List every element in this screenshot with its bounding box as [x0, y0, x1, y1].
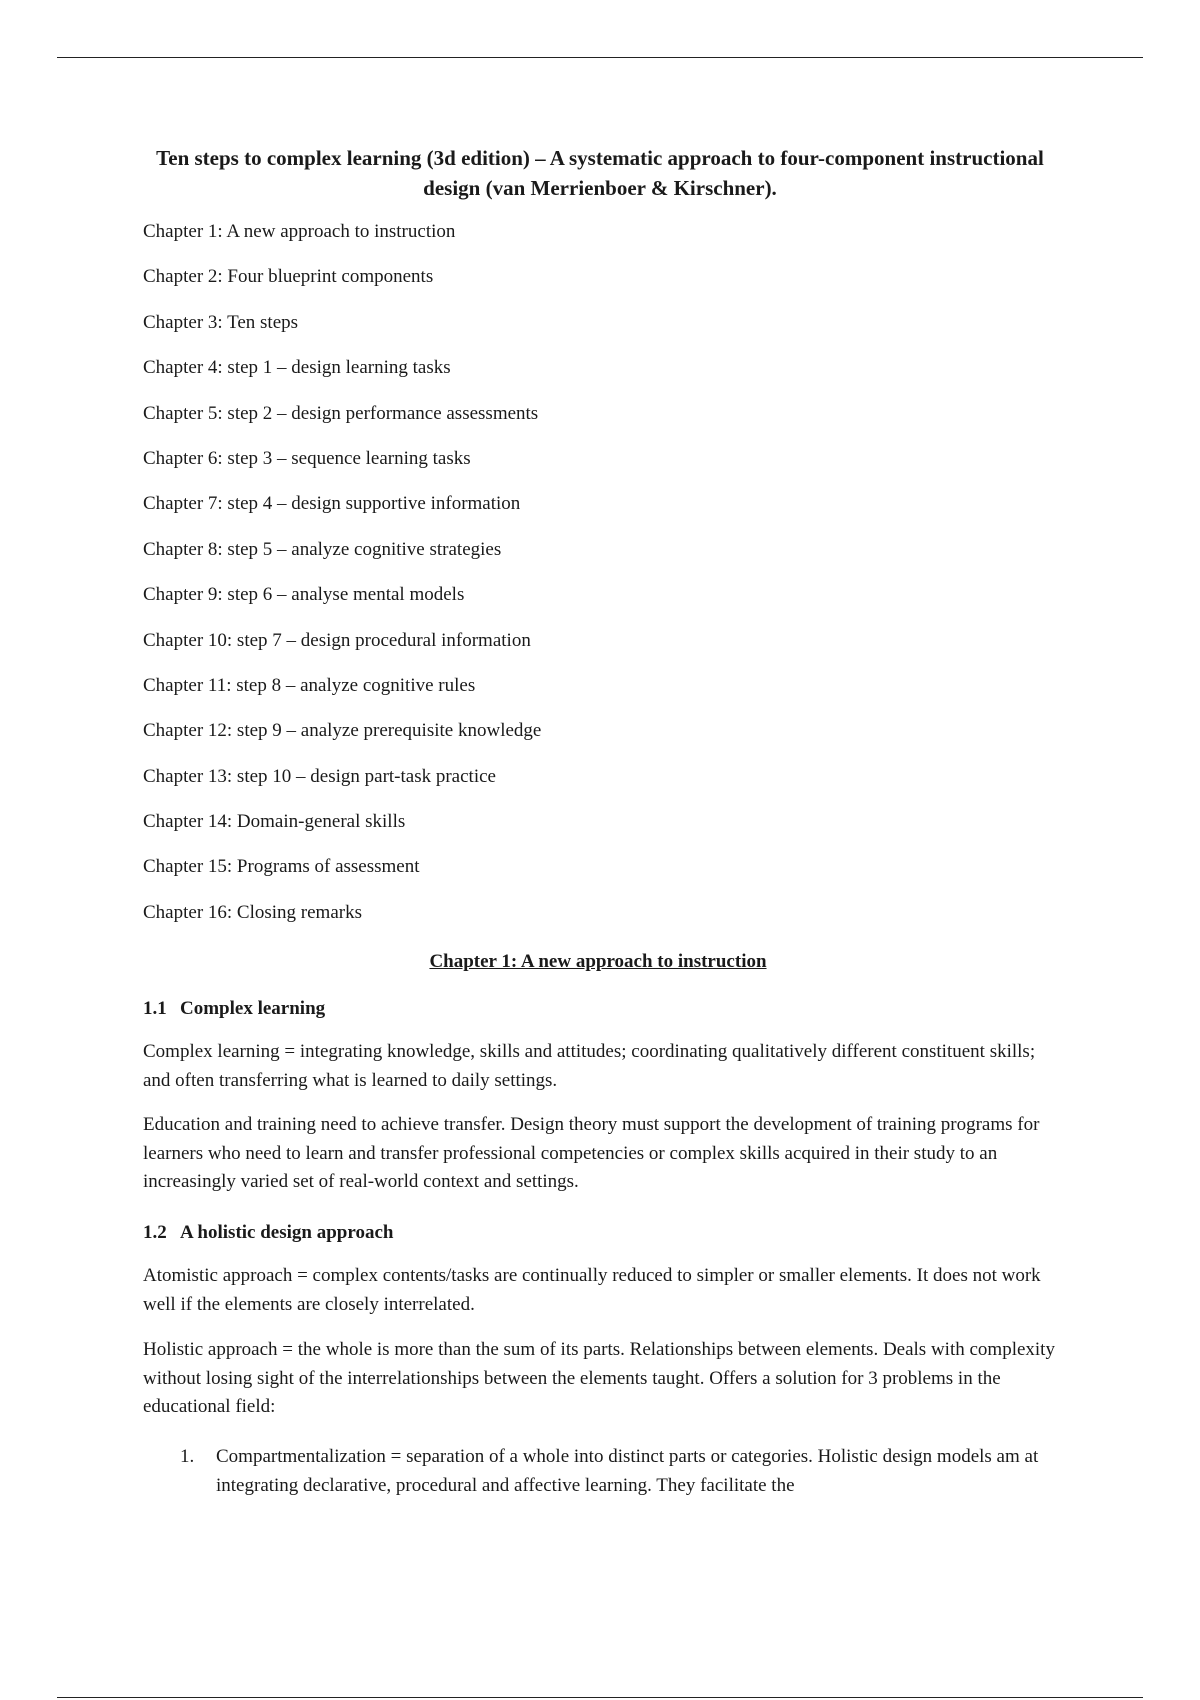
toc-item: Chapter 6: step 3 – sequence learning tasks [143, 447, 471, 469]
list-item-text: Compartmentalization = separation of a whole into distinct parts or categories. Holistic design models am at integrating declarative, procedural and affective learning. They facilitate the [216, 1446, 1039, 1496]
section-heading [143, 1221, 1063, 1245]
list-marker: 1. [180, 1446, 195, 1467]
toc-item: Chapter 14: Domain-general skills [143, 811, 406, 833]
toc-item: Chapter 7: step 4 – design supportive information [143, 493, 521, 515]
toc-item: Chapter 13: step 10 – design part-task practice [143, 765, 496, 787]
toc-item: Chapter 15: Programs of assessment [143, 856, 420, 878]
bottom-rule [57, 1697, 1143, 1698]
section-title: A holistic design approach [180, 1222, 394, 1243]
toc-item: Chapter 16: Closing remarks [143, 901, 362, 923]
paragraph: Holistic approach = the whole is more than the sum of its parts. Relationships between elements. Deals with complexity without losing sight of the interrelationships between the elements taught. Offers a solution for 3 problems in the educational field: [143, 1339, 1055, 1417]
toc-item: Chapter 11: step 8 – analyze cognitive rules [143, 674, 476, 696]
list-item [180, 1443, 1096, 1500]
toc-item: Chapter 4: step 1 – design learning tasks [143, 357, 451, 379]
paragraph: Complex learning = integrating knowledge, skills and attitudes; coordinating qualitatively different constituent skills; and often transferring what is learned to daily settings. [143, 1041, 1036, 1091]
toc-item: Chapter 3: Ten steps [143, 311, 299, 333]
section-number: 1.1 [143, 998, 167, 1019]
toc-item: Chapter 10: step 7 – design procedural information [143, 629, 531, 651]
section-heading [143, 997, 1063, 1021]
toc-item: Chapter 8: step 5 – analyze cognitive strategies [143, 538, 502, 560]
toc-item: Chapter 5: step 2 – design performance assessments [143, 402, 539, 424]
chapter-heading: Chapter 1: A new approach to instruction [429, 951, 767, 972]
toc-item: Chapter 1: A new approach to instruction [143, 221, 456, 242]
paragraph: Atomistic approach = complex contents/tasks are continually reduced to simpler or smaller elements. It does not work well if the elements are closely interrelated. [143, 1265, 1041, 1315]
top-rule [57, 57, 1143, 58]
toc-item: Chapter 2: Four blueprint components [143, 266, 434, 288]
section-title: Complex learning [180, 998, 326, 1019]
paragraph: Education and training need to achieve transfer. Design theory must support the development of training programs for learners who need to learn and transfer professional competencies or complex skills acquired in their study to an increasingly varied set of real-world context and settings. [143, 1114, 1040, 1192]
table-of-contents [143, 220, 541, 946]
toc-item: Chapter 9: step 6 – analyse mental models [143, 584, 465, 606]
toc-item: Chapter 12: step 9 – analyze prerequisite knowledge [143, 720, 542, 742]
section-number: 1.2 [143, 1222, 167, 1243]
document-title: Ten steps to complex learning (3d edition) – A systematic approach to four-component instructional design (van Merrienboer & Kirschner). [156, 146, 1044, 200]
